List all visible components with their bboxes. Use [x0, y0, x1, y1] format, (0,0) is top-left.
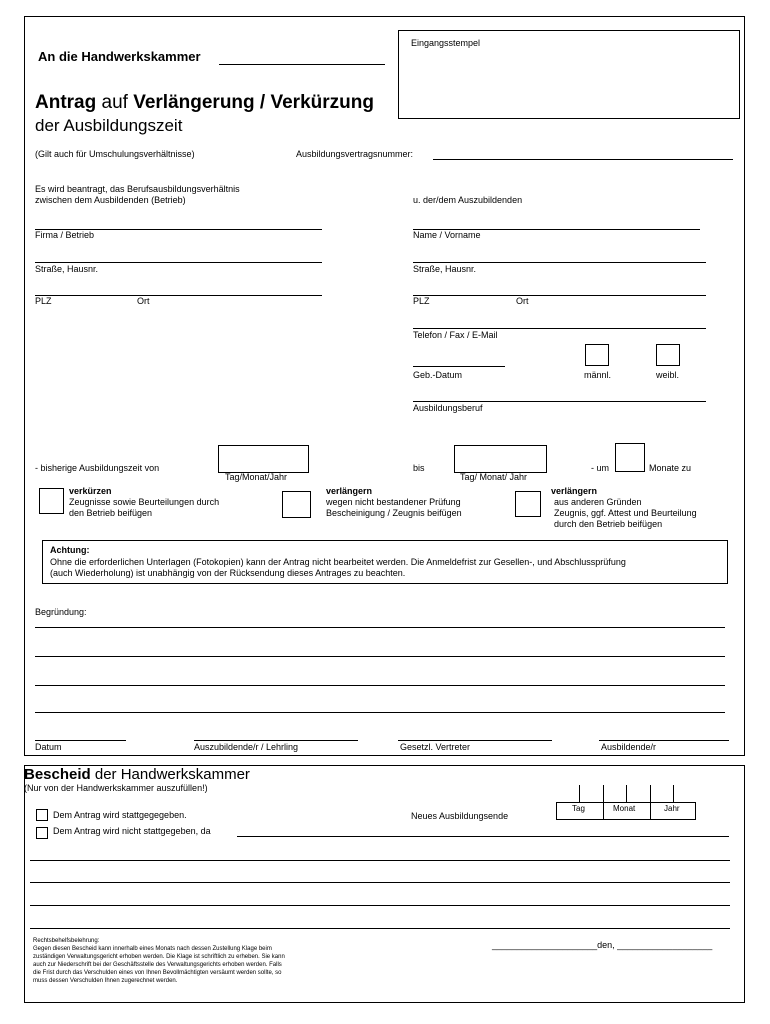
retraining-note: (Gilt auch für Umschulungsverhältnisse): [35, 149, 195, 159]
denied-checkbox[interactable]: [36, 827, 48, 839]
decision-line-2[interactable]: [30, 882, 730, 883]
company-label: Firma / Betrieb: [35, 230, 95, 240]
date-place-field[interactable]: _____________________den, ___________________: [492, 940, 713, 950]
months-input[interactable]: [615, 443, 645, 472]
legal-line-3: auch zur Niederschrift bei der Geschäftsstelle des Verwaltungsgerichts erhoben werden. Falls: [33, 962, 282, 968]
until-label: bis: [413, 463, 425, 473]
notice-title: Achtung:: [50, 545, 90, 555]
decision-line-4[interactable]: [30, 928, 730, 929]
guardian-signature-label: Gesetzl. Vertreter: [400, 742, 471, 752]
male-checkbox[interactable]: [585, 344, 609, 366]
receipt-stamp-box: [398, 30, 740, 119]
denied-label: Dem Antrag wird nicht stattgegeben, da: [53, 826, 211, 836]
decision-line-3[interactable]: [30, 905, 730, 906]
to-date-hint: Tag/ Monat/ Jahr: [460, 472, 528, 482]
by-label: - um: [591, 463, 609, 473]
decision-title-rest: der Handwerkskammer: [90, 766, 250, 783]
decision-title-bold: Bescheid: [24, 766, 91, 783]
city-left-field[interactable]: [35, 295, 322, 296]
shorten-checkbox[interactable]: [39, 488, 64, 514]
city-right-field[interactable]: [413, 295, 706, 296]
month-label: Monat: [613, 804, 636, 813]
legal-notice: [33, 937, 285, 985]
extend-other-title: verlängern: [551, 486, 598, 496]
male-label: männl.: [584, 370, 612, 380]
city-right-label: Ort: [516, 296, 529, 306]
months-label: Monate zu: [649, 463, 692, 473]
shorten-text-2: den Betrieb beifügen: [69, 508, 153, 518]
form-title: [35, 92, 374, 114]
trainee-signature-label: Auszubildende/r / Lehrling: [194, 742, 299, 752]
legal-line-5: muss dessen Verschulden Ihnen zugerechnet werden.: [33, 978, 178, 984]
contract-number-field[interactable]: [433, 159, 733, 160]
year-label: Jahr: [664, 804, 680, 813]
date-signature-label: Datum: [35, 742, 62, 752]
trainee-signature-field[interactable]: [194, 740, 358, 741]
to-date-input[interactable]: [454, 445, 547, 473]
extend-other-text-1: aus anderen Gründen: [554, 497, 642, 507]
trainee-intro: u. der/dem Auszubildenden: [413, 195, 523, 205]
shorten-text-1: Zeugnisse sowie Beurteilungen durch: [69, 497, 220, 507]
trainer-signature-field[interactable]: [599, 740, 729, 741]
denied-reason-field[interactable]: [237, 836, 729, 837]
contact-label: Telefon / Fax / E-Mail: [413, 330, 498, 340]
reason-label: Begründung:: [35, 607, 87, 617]
name-label: Name / Vorname: [413, 230, 481, 240]
decision-title: [24, 766, 250, 784]
legal-line-1: Gegen diesen Bescheid kann innerhalb eines Monats nach dessen Zustellung Klage beim: [33, 946, 272, 952]
chamber-name-field[interactable]: [219, 64, 385, 65]
title-bold-2: Verlängerung / Verkürzung: [133, 92, 374, 113]
title-bold-1: Antrag: [35, 92, 97, 113]
extend-other-text-2: Zeugnis, ggf. Attest und Beurteilung: [554, 508, 697, 518]
new-end-date-grid[interactable]: [556, 783, 696, 821]
extend-exam-checkbox[interactable]: [282, 491, 311, 518]
reason-line-1[interactable]: [35, 627, 725, 628]
plz-left-label: PLZ: [35, 296, 52, 306]
legal-title: Rechtsbehelfsbelehrung:: [33, 938, 100, 944]
stamp-label: Eingangsstempel: [411, 38, 481, 48]
city-left-label: Ort: [137, 296, 150, 306]
day-label: Tag: [572, 804, 585, 813]
decision-subtitle: (Nur von der Handwerkskammer auszufüllen!): [24, 783, 208, 793]
contact-field[interactable]: [413, 328, 706, 329]
notice-line-2: (auch Wiederholung) ist unabhängig von der Rücksendung dieses Antrages zu beachten.: [50, 568, 406, 578]
reason-line-2[interactable]: [35, 656, 725, 657]
street-right-field[interactable]: [413, 262, 706, 263]
chamber-label-text: An die Handwerkskammer: [38, 49, 201, 64]
reason-line-3[interactable]: [35, 685, 725, 686]
shorten-title: verkürzen: [69, 486, 112, 496]
granted-checkbox[interactable]: [36, 809, 48, 821]
legal-line-2: zuständigen Verwaltungsgericht erhoben werden. Die Klage ist schriftlich zu erheben. Sie kann: [33, 954, 285, 960]
female-label: weibl.: [656, 370, 680, 380]
reason-line-4[interactable]: [35, 712, 725, 713]
female-checkbox[interactable]: [656, 344, 680, 366]
chamber-label: [38, 49, 201, 64]
legal-line-4: die Frist durch das Verschulden eines von Ihnen Bevollmächtigten versäumt werden sollte, so: [33, 970, 282, 976]
trainer-signature-label: Ausbildende/r: [601, 742, 657, 752]
from-date-input[interactable]: [218, 445, 309, 473]
contract-number-label: Ausbildungsvertragsnummer:: [296, 149, 414, 159]
new-end-label: Neues Ausbildungsende: [411, 811, 509, 821]
notice-line-1: Ohne die erforderlichen Unterlagen (Fotokopien) kann der Antrag nicht bearbeitet werden. Die Anmeldefrist zur Gesellen-, und Abschlussprüfung: [50, 557, 626, 567]
extend-exam-text-1: wegen nicht bestandener Prüfung: [326, 497, 461, 507]
form-title-line-2: der Ausbildungszeit: [35, 116, 183, 135]
extend-exam-text-2: Bescheinigung / Zeugnis beifügen: [326, 508, 462, 518]
street-right-label: Straße, Hausnr.: [413, 264, 477, 274]
from-date-hint: Tag/Monat/Jahr: [225, 472, 288, 482]
guardian-signature-field[interactable]: [398, 740, 552, 741]
intro-line-2: zwischen dem Ausbildenden (Betrieb): [35, 195, 186, 205]
extend-other-text-3: durch den Betrieb beifügen: [554, 519, 663, 529]
granted-label: Dem Antrag wird stattgegegeben.: [53, 810, 187, 820]
plz-right-label: PLZ: [413, 296, 430, 306]
notice-box: [42, 540, 728, 584]
street-left-field[interactable]: [35, 262, 322, 263]
date-signature-field[interactable]: [35, 740, 126, 741]
birthdate-label: Geb.-Datum: [413, 370, 463, 380]
extend-exam-title: verlängern: [326, 486, 373, 496]
extend-other-checkbox[interactable]: [515, 491, 541, 517]
profession-label: Ausbildungsberuf: [413, 403, 483, 413]
title-mid: auf: [96, 92, 134, 113]
decision-line-1[interactable]: [30, 860, 730, 861]
profession-field[interactable]: [413, 401, 706, 402]
previous-period-label: - bisherige Ausbildungszeit von: [35, 463, 160, 473]
street-left-label: Straße, Hausnr.: [35, 264, 99, 274]
birthdate-field[interactable]: [413, 366, 505, 367]
intro-line-1: Es wird beantragt, das Berufsausbildungsverhältnis: [35, 184, 240, 194]
